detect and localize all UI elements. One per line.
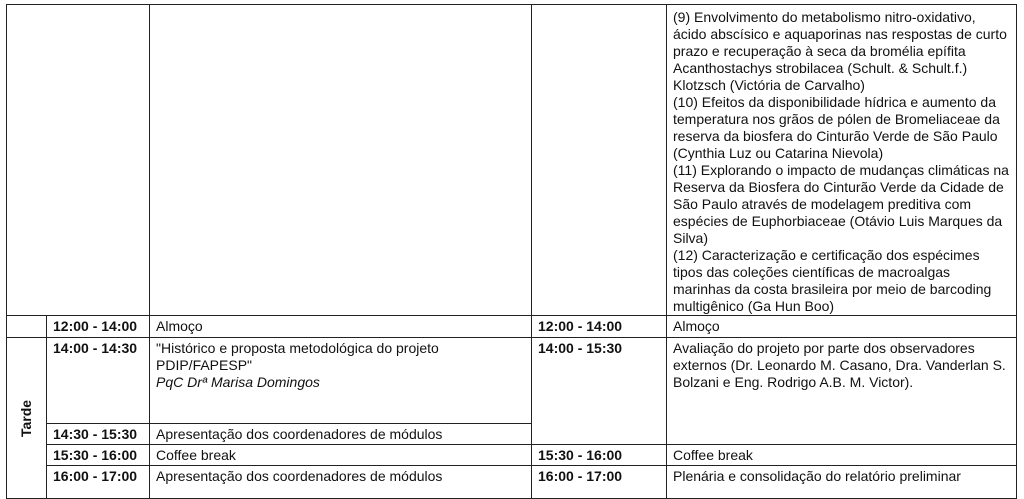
empty-cell [7, 316, 47, 338]
table-row [7, 5, 1017, 316]
time-cell: 16:00 - 17:00 [532, 466, 667, 499]
activity-cell: Avaliação do projeto por parte dos observadores externos (Dr. Leonardo M. Casano, Dra. Vanderlan S. Bolzani e Eng. Rodrigo A.B. M. Victor). [667, 338, 1017, 445]
project-item: (9) Envolvimento do metabolismo nitro-oxidativo, ácido abscísico e aquaporinas nas respostas de curto prazo e recuperação à seca da bromélia epífita Acanthostachys strobilacea (Schult. & Schult.f.) Klotzsch (Victória de Carvalho) [673, 9, 1007, 93]
time-cell: 15:30 - 16:00 [532, 445, 667, 466]
activity-cell: Apresentação dos coordenadores de módulos [150, 424, 532, 445]
project-item: (12) Caracterização e certificação dos espécimes tipos das coleções científicas de macroalgas marinhas da costa brasileira por meio de barcoding multigênico (Ga Hun Boo) [673, 247, 992, 314]
time-cell: 14:00 - 14:30 [47, 338, 150, 424]
activity-title: "Histórico e proposta metodológica do projeto PDIP/FAPESP" [156, 340, 439, 373]
time-cell: 16:00 - 17:00 [47, 466, 150, 499]
activity-cell: Coffee break [150, 445, 532, 466]
activity-cell: Plenária e consolidação do relatório preliminar [667, 466, 1017, 499]
schedule-table [6, 4, 1017, 499]
projects-cell [667, 5, 1017, 316]
period-label: Tarde [18, 399, 34, 437]
time-cell: 14:00 - 15:30 [532, 338, 667, 445]
empty-cell [532, 5, 667, 316]
time-cell: 14:30 - 15:30 [47, 424, 150, 445]
empty-cell [7, 5, 150, 316]
project-item: (11) Explorando o impacto de mudanças climáticas na Reserva da Biosfera do Cinturão Verde da Cidade de São Paulo através de modelagem preditiva com espécies de Euphorbiaceae (Otávio Luis Marques da Silva) [673, 162, 1009, 246]
table-row [7, 445, 1017, 466]
time-cell: 15:30 - 16:00 [47, 445, 150, 466]
empty-cell [150, 5, 532, 316]
activity-cell: Coffee break [667, 445, 1017, 466]
table-row [7, 338, 1017, 424]
project-item: (10) Efeitos da disponibilidade hídrica e aumento da temperatura nos grãos de pólen de Bromeliaceae da reserva da biosfera do Cinturão Verde de São Paulo (Cynthia Luz ou Catarina Nievola) [673, 94, 1000, 161]
table-row [7, 466, 1017, 499]
speaker-name: PqC Drª Marisa Domingos [156, 374, 320, 390]
time-cell: 12:00 - 14:00 [532, 316, 667, 338]
activity-cell: Almoço [667, 316, 1017, 338]
table-row [7, 316, 1017, 338]
activity-cell: Apresentação dos coordenadores de módulos [150, 466, 532, 499]
time-cell: 12:00 - 14:00 [47, 316, 150, 338]
activity-cell [150, 338, 532, 424]
period-cell [7, 338, 47, 499]
activity-cell: Almoço [150, 316, 532, 338]
